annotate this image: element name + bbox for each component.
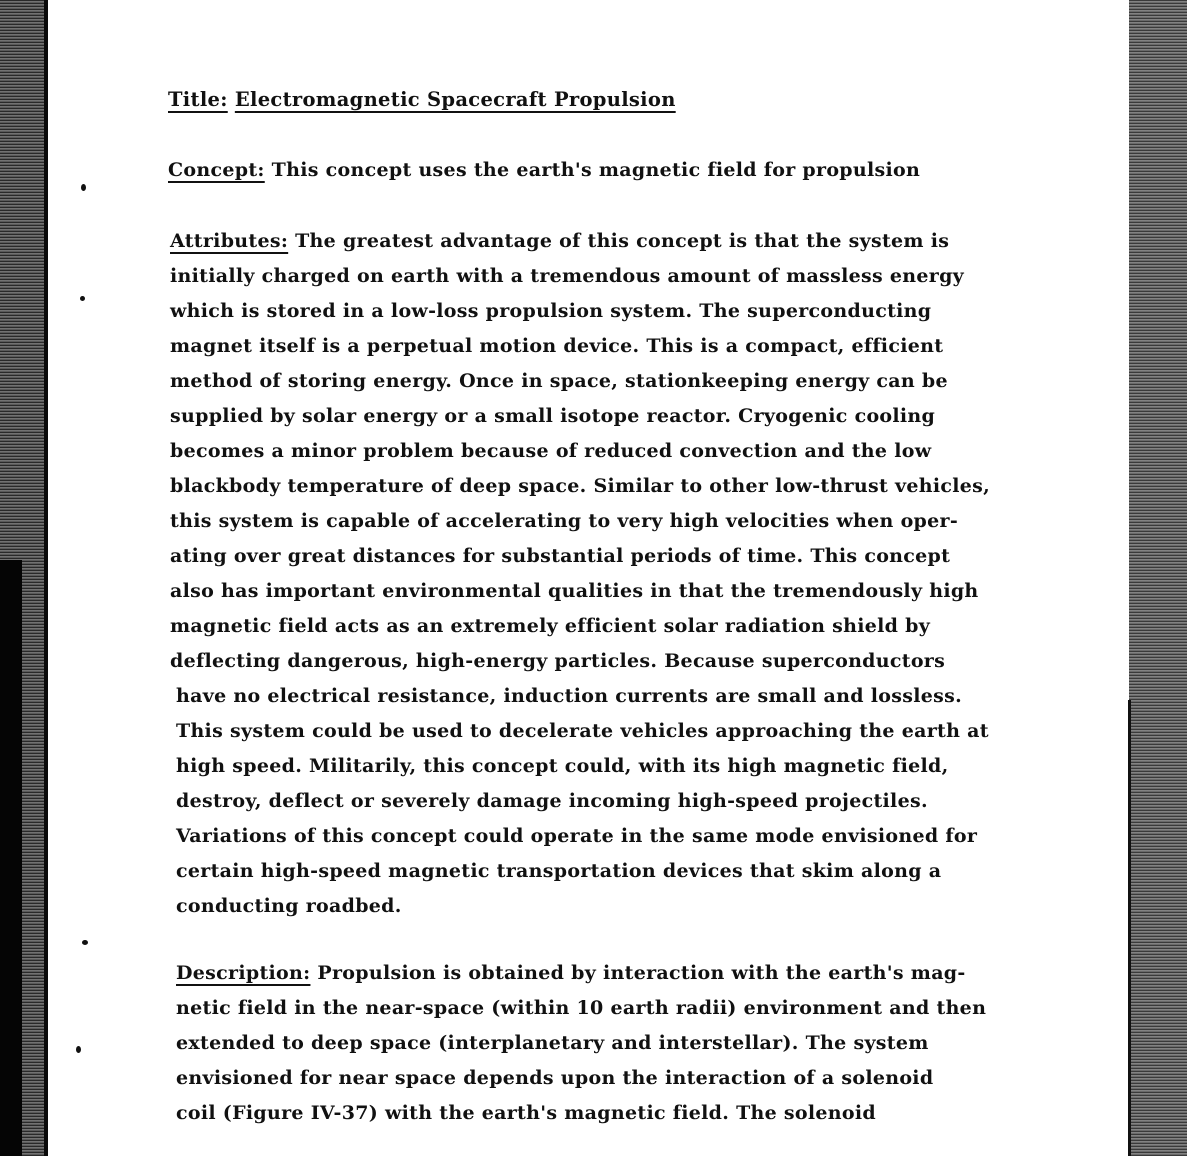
- attributes-line: deflecting dangerous, high-energy particles. Because superconductors: [170, 650, 946, 672]
- scan-edge-left-rule: [44, 0, 48, 1156]
- attributes-line: Variations of this concept could operate in the same mode envisioned for: [176, 825, 978, 847]
- title-label: Title:: [168, 88, 228, 111]
- attributes-line: destroy, deflect or severely damage incoming high-speed projectiles.: [176, 790, 928, 812]
- description-line: Propulsion is obtained by interaction with the earth's mag-: [317, 962, 966, 984]
- scan-edge-left-shadow: [0, 560, 22, 1156]
- attributes-label: Attributes:: [170, 230, 289, 252]
- attributes-line: also has important environmental qualities in that the tremendously high: [170, 580, 979, 602]
- margin-speck: [80, 296, 85, 301]
- concept-section: [168, 154, 1048, 186]
- attributes-line: have no electrical resistance, induction currents are small and lossless.: [176, 685, 963, 707]
- margin-speck: [81, 184, 86, 191]
- attributes-line: magnet itself is a perpetual motion device. This is a compact, efficient: [170, 335, 944, 357]
- attributes-line: blackbody temperature of deep space. Similar to other low-thrust vehicles,: [170, 475, 991, 497]
- margin-speck: [82, 940, 88, 945]
- description-line: extended to deep space (interplanetary and interstellar). The system: [176, 1032, 929, 1054]
- attributes-line: becomes a minor problem because of reduced convection and the low: [170, 440, 932, 462]
- attributes-line: which is stored in a low-loss propulsion system. The superconducting: [170, 300, 932, 322]
- concept-label: Concept:: [168, 159, 265, 181]
- document-title: Electromagnetic Spacecraft Propulsion: [234, 88, 676, 111]
- attributes-line: This system could be used to decelerate vehicles approaching the earth at: [176, 720, 989, 742]
- attributes-line: method of storing energy. Once in space, stationkeeping energy can be: [170, 370, 948, 392]
- description-section: [168, 956, 1048, 1131]
- attributes-line: certain high-speed magnetic transportation devices that skim along a: [176, 860, 942, 882]
- attributes-line: conducting roadbed.: [176, 895, 402, 917]
- description-line: netic field in the near-space (within 10 earth radii) environment and then: [176, 997, 987, 1019]
- margin-speck: [76, 1046, 81, 1053]
- description-label: Description:: [176, 962, 311, 984]
- attributes-line: magnetic field acts as an extremely efficient solar radiation shield by: [170, 615, 931, 637]
- attributes-line: initially charged on earth with a tremendous amount of massless energy: [170, 265, 965, 287]
- title-row: [168, 84, 1048, 116]
- attributes-line: this system is capable of accelerating to very high velocities when oper-: [170, 510, 959, 532]
- attributes-line: high speed. Militarily, this concept could, with its high magnetic field,: [176, 755, 949, 777]
- attributes-line: The greatest advantage of this concept is that the system is: [295, 230, 950, 252]
- concept-text: This concept uses the earth's magnetic field for propulsion: [271, 159, 921, 181]
- scan-edge-right: [1129, 0, 1187, 1156]
- attributes-section: [168, 224, 1048, 924]
- scan-edge-right-rule: [1128, 700, 1131, 1156]
- description-line: coil (Figure IV-37) with the earth's magnetic field. The solenoid: [176, 1102, 876, 1124]
- attributes-line: ating over great distances for substantial periods of time. This concept: [170, 545, 951, 567]
- description-line: envisioned for near space depends upon the interaction of a solenoid: [176, 1067, 934, 1089]
- document-page: [168, 84, 1048, 1131]
- attributes-line: supplied by solar energy or a small isotope reactor. Cryogenic cooling: [170, 405, 936, 427]
